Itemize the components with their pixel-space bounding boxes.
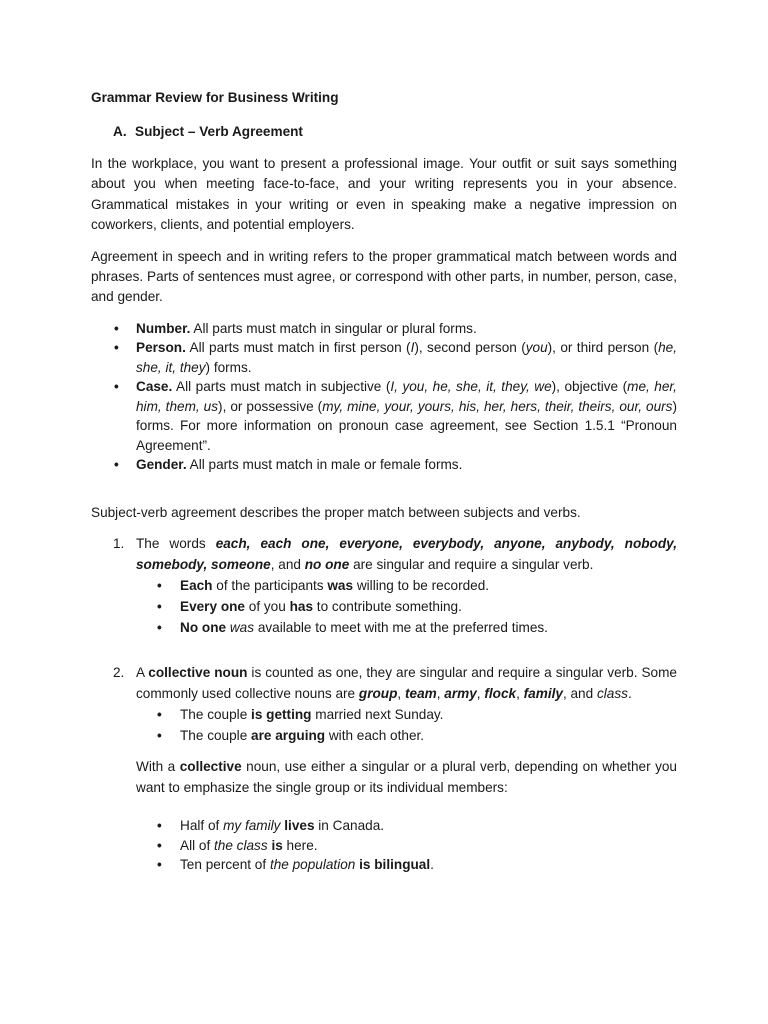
example-item: • Ten percent of the population is bilingual.: [136, 855, 677, 875]
example-item: • Every one of you has to contribute something.: [136, 596, 677, 617]
example-list: [136, 704, 677, 746]
rule-number: 2.: [113, 665, 125, 681]
agreement-type-number: • Number. All parts must match in singular or plural forms.: [91, 319, 677, 339]
document-page: [91, 88, 677, 875]
agreement-paragraph: Agreement in speech and in writing refers to the proper grammatical match between words and phrases. Parts of sentences must agree, or correspond with other parts, in number, person, case, and gender.: [91, 248, 677, 305]
example-item: • All of the class is here.: [136, 836, 677, 856]
section-heading-text: Subject – Verb Agreement: [135, 124, 303, 139]
agreement-types-list: [91, 319, 677, 475]
rule-item: 2. A collective noun is counted as one, they are singular and require a singular verb. Some commonly used collective nouns are group, team, army, flock, family, and class. • The couple is getting married next Sunday. • The couple are arguing with each other. With a collective noun, use either a singular or a plural verb, depending on whether you want to emphasize the single group or its individual members: • Half of my family lives in Canada. • All of the class is here. • Ten percent of the population is bilingual.: [91, 663, 677, 875]
rule-number: 1.: [113, 536, 125, 552]
example-list: [136, 816, 677, 875]
section-letter: A.: [113, 124, 127, 139]
example-item: • Half of my family lives in Canada.: [136, 816, 677, 836]
document-title: Grammar Review for Business Writing: [91, 90, 339, 105]
rules-list: [91, 534, 677, 875]
agreement-type-person: • Person. All parts must match in first person (I), second person (you), or third person (he, she, it, they) forms.: [91, 338, 677, 377]
intro-paragraph: In the workplace, you want to present a professional image. Your outfit or suit says something about you when meeting face-to-face, and your writing represents you in your absence. Grammatical mistakes in your writing or even in speaking make a negative impression on coworkers, clients, and potential employers.: [91, 156, 677, 233]
example-item: • No one was available to meet with me at the preferred times.: [136, 617, 677, 638]
agreement-type-gender: • Gender. All parts must match in male or female forms.: [91, 455, 677, 475]
example-item: • The couple is getting married next Sunday.: [136, 704, 677, 725]
subject-verb-intro: Subject-verb agreement describes the proper match between subjects and verbs.: [91, 504, 581, 520]
example-item: • Each of the participants was willing to be recorded.: [136, 575, 677, 596]
collective-noun-paragraph: With a collective noun, use either a singular or a plural verb, depending on whether you want to emphasize the single group or its individual members:: [136, 759, 677, 795]
agreement-type-case: • Case. All parts must match in subjective (I, you, he, she, it, they, we), objective (me, her, him, them, us), or possessive (my, mine, your, yours, his, her, hers, their, theirs, our, ours) forms. For more information on pronoun case agreement, see Section 1.5.1 “Pronoun Agreement”.: [91, 377, 677, 455]
section-heading: [91, 122, 677, 142]
example-item: • The couple are arguing with each other.: [136, 725, 677, 746]
rule-item: 1. The words each, each one, everyone, everybody, anyone, anybody, nobody, somebody, someone, and no one are singular and require a singular verb. • Each of the participants was willing to be recorded. • Every one of you has to contribute something. • No one was available to meet with me at the preferred times.: [91, 534, 677, 638]
example-list: [136, 575, 677, 638]
